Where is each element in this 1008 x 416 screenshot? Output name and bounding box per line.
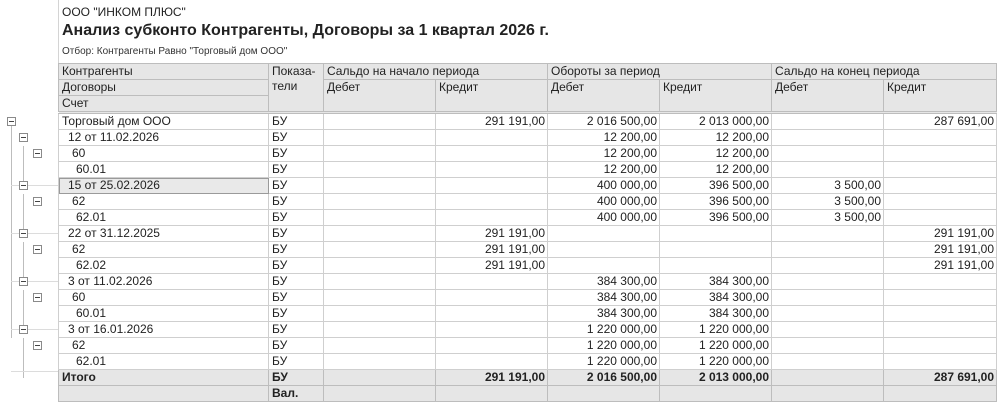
- cell-oboroty-debet: 12 200,00: [548, 162, 660, 178]
- total-currency-cell: [660, 386, 772, 402]
- cell-oboroty-kredit: 384 300,00: [660, 306, 772, 322]
- cell-oboroty-debet: [548, 226, 660, 242]
- row-pokazatel: БУ: [269, 258, 324, 274]
- cell-oboroty-kredit: 12 200,00: [660, 130, 772, 146]
- cell-saldo-start-kredit: 291 191,00: [436, 226, 548, 242]
- cell-oboroty-kredit: 12 200,00: [660, 146, 772, 162]
- col-header-debet: Дебет: [324, 80, 436, 112]
- total-saldo-end-kredit: 287 691,00: [884, 370, 997, 386]
- total-saldo-end-debet: [772, 370, 884, 386]
- row-name[interactable]: 62.02: [59, 258, 269, 274]
- total-row[interactable]: [59, 370, 997, 386]
- cell-saldo-start-debet: [324, 274, 436, 290]
- report-filter: Отбор: Контрагенты Равно "Торговый дом ООО": [62, 46, 288, 57]
- cell-saldo-end-kredit: 291 191,00: [884, 226, 997, 242]
- col-header-oboroty: Обороты за период: [548, 64, 772, 80]
- tree-line: [23, 194, 24, 234]
- row-pokazatel: БУ: [269, 306, 324, 322]
- cell-saldo-start-kredit: [436, 162, 548, 178]
- cell-saldo-end-kredit: [884, 178, 997, 194]
- cell-saldo-start-kredit: [436, 322, 548, 338]
- cell-oboroty-debet: 12 200,00: [548, 130, 660, 146]
- row-name[interactable]: 62.01: [59, 210, 269, 226]
- cell-oboroty-debet: 2 016 500,00: [548, 114, 660, 130]
- cell-saldo-start-kredit: [436, 210, 548, 226]
- total-oboroty-kredit: 2 013 000,00: [660, 370, 772, 386]
- total-currency-cell: [548, 386, 660, 402]
- cell-saldo-end-debet: 3 500,00: [772, 178, 884, 194]
- cell-saldo-end-kredit: [884, 194, 997, 210]
- col-header-debet: Дебет: [772, 80, 884, 112]
- cell-oboroty-kredit: 1 220 000,00: [660, 322, 772, 338]
- collapse-group-icon[interactable]: [33, 341, 42, 350]
- cell-saldo-start-debet: [324, 354, 436, 370]
- cell-oboroty-debet: 384 300,00: [548, 274, 660, 290]
- cell-oboroty-debet: 1 220 000,00: [548, 354, 660, 370]
- cell-oboroty-kredit: [660, 226, 772, 242]
- cell-oboroty-kredit: 396 500,00: [660, 178, 772, 194]
- total-currency-cell: [772, 386, 884, 402]
- total-saldo-start-debet: [324, 370, 436, 386]
- col-header-dogovory: Договоры: [59, 80, 269, 96]
- cell-saldo-start-debet: [324, 226, 436, 242]
- tree-line: [23, 338, 24, 378]
- cell-saldo-start-kredit: [436, 194, 548, 210]
- cell-oboroty-debet: 1 220 000,00: [548, 338, 660, 354]
- cell-saldo-end-kredit: 291 191,00: [884, 258, 997, 274]
- cell-saldo-end-debet: [772, 354, 884, 370]
- total-currency-row[interactable]: [59, 386, 997, 402]
- row-name[interactable]: 62: [59, 242, 269, 258]
- cell-saldo-end-debet: [772, 162, 884, 178]
- collapse-group-icon[interactable]: [7, 117, 16, 126]
- total-oboroty-debet: 2 016 500,00: [548, 370, 660, 386]
- cell-saldo-end-debet: [772, 226, 884, 242]
- row-pokazatel: БУ: [269, 130, 324, 146]
- collapse-group-icon[interactable]: [33, 149, 42, 158]
- cell-saldo-start-kredit: 291 191,00: [436, 114, 548, 130]
- cell-saldo-start-debet: [324, 338, 436, 354]
- table-row[interactable]: [59, 194, 997, 210]
- cell-oboroty-debet: [548, 258, 660, 274]
- collapse-group-icon[interactable]: [19, 181, 28, 190]
- row-pokazatel: БУ: [269, 114, 324, 130]
- col-header-pokazateli-line2: тели: [272, 79, 298, 93]
- row-pokazatel: БУ: [269, 354, 324, 370]
- col-header-pokazateli: [269, 64, 324, 112]
- cell-saldo-end-kredit: [884, 354, 997, 370]
- row-name[interactable]: Торговый дом ООО: [59, 114, 269, 130]
- row-pokazatel: БУ: [269, 290, 324, 306]
- col-header-kontragenty: Контрагенты: [59, 64, 269, 80]
- total-saldo-start-kredit: 291 191,00: [436, 370, 548, 386]
- tree-line: [23, 146, 24, 186]
- cell-saldo-end-debet: 3 500,00: [772, 210, 884, 226]
- total-currency-cell: [324, 386, 436, 402]
- cell-saldo-end-debet: 3 500,00: [772, 194, 884, 210]
- tree-group-line: [11, 371, 58, 372]
- table-row[interactable]: [59, 178, 997, 194]
- cell-saldo-end-debet: [772, 258, 884, 274]
- cell-saldo-start-debet: [324, 162, 436, 178]
- table-row[interactable]: [59, 290, 997, 306]
- row-name[interactable]: 62.01: [59, 354, 269, 370]
- row-pokazatel: БУ: [269, 146, 324, 162]
- table-row[interactable]: [59, 114, 997, 130]
- row-pokazatel: БУ: [269, 242, 324, 258]
- cell-oboroty-kredit: 1 220 000,00: [660, 354, 772, 370]
- total-currency-cell: [436, 386, 548, 402]
- cell-saldo-start-kredit: [436, 306, 548, 322]
- cell-saldo-start-kredit: [436, 178, 548, 194]
- row-pokazatel: БУ: [269, 210, 324, 226]
- col-header-schet: Счет: [59, 96, 269, 112]
- cell-oboroty-kredit: 396 500,00: [660, 194, 772, 210]
- tree-line: [23, 290, 24, 330]
- cell-saldo-end-debet: [772, 242, 884, 258]
- cell-saldo-start-debet: [324, 258, 436, 274]
- row-name[interactable]: 3 от 11.02.2026: [59, 274, 269, 290]
- cell-saldo-start-kredit: 291 191,00: [436, 258, 548, 274]
- table-row[interactable]: [59, 210, 997, 226]
- row-pokazatel: БУ: [269, 274, 324, 290]
- cell-oboroty-debet: [548, 242, 660, 258]
- row-name[interactable]: 62: [59, 338, 269, 354]
- cell-saldo-start-debet: [324, 210, 436, 226]
- report-title: Анализ субконто Контрагенты, Договоры за 1 квартал 2026 г.: [62, 22, 549, 39]
- total-currency-empty: [59, 386, 269, 402]
- cell-oboroty-kredit: 1 220 000,00: [660, 338, 772, 354]
- cell-saldo-start-debet: [324, 114, 436, 130]
- cell-saldo-start-debet: [324, 242, 436, 258]
- table-row[interactable]: [59, 242, 997, 258]
- total-currency-cell: [884, 386, 997, 402]
- cell-oboroty-debet: 384 300,00: [548, 306, 660, 322]
- cell-oboroty-debet: 1 220 000,00: [548, 322, 660, 338]
- table-row[interactable]: [59, 306, 997, 322]
- report-body: [59, 114, 997, 370]
- cell-saldo-start-kredit: [436, 354, 548, 370]
- cell-saldo-end-kredit: [884, 290, 997, 306]
- cell-saldo-end-kredit: 287 691,00: [884, 114, 997, 130]
- row-name[interactable]: 60.01: [59, 162, 269, 178]
- row-pokazatel: БУ: [269, 322, 324, 338]
- cell-saldo-end-debet: [772, 290, 884, 306]
- row-name[interactable]: 15 от 25.02.2026: [59, 178, 269, 194]
- collapse-group-icon[interactable]: [19, 229, 28, 238]
- cell-saldo-start-debet: [324, 130, 436, 146]
- row-name[interactable]: 60.01: [59, 306, 269, 322]
- grouping-tree: [0, 113, 58, 373]
- cell-saldo-end-debet: [772, 146, 884, 162]
- cell-oboroty-kredit: 396 500,00: [660, 210, 772, 226]
- table-row[interactable]: [59, 146, 997, 162]
- tree-line: [11, 122, 12, 338]
- cell-saldo-end-kredit: [884, 306, 997, 322]
- row-name[interactable]: 60: [59, 146, 269, 162]
- row-pokazatel: БУ: [269, 162, 324, 178]
- col-header-kredit: Кредит: [884, 80, 997, 112]
- row-name[interactable]: 3 от 16.01.2026: [59, 322, 269, 338]
- report-footer: [59, 370, 997, 402]
- cell-saldo-end-kredit: [884, 210, 997, 226]
- cell-oboroty-kredit: 384 300,00: [660, 290, 772, 306]
- row-pokazatel: БУ: [269, 194, 324, 210]
- cell-saldo-end-debet: [772, 306, 884, 322]
- table-row[interactable]: [59, 258, 997, 274]
- cell-saldo-end-debet: [772, 322, 884, 338]
- col-header-debet: Дебет: [548, 80, 660, 112]
- cell-saldo-start-debet: [324, 306, 436, 322]
- total-currency-pokazatel: Вал.: [269, 386, 324, 402]
- cell-saldo-end-kredit: [884, 130, 997, 146]
- cell-saldo-start-debet: [324, 178, 436, 194]
- collapse-group-icon[interactable]: [33, 245, 42, 254]
- row-pokazatel: БУ: [269, 226, 324, 242]
- cell-saldo-end-kredit: [884, 338, 997, 354]
- col-header-saldo-start: Сальдо на начало периода: [324, 64, 548, 80]
- cell-oboroty-kredit: 2 013 000,00: [660, 114, 772, 130]
- table-row[interactable]: [59, 338, 997, 354]
- table-row[interactable]: [59, 226, 997, 242]
- cell-saldo-start-debet: [324, 290, 436, 306]
- collapse-group-icon[interactable]: [33, 293, 42, 302]
- tree-header-area: [0, 0, 59, 63]
- collapse-group-icon[interactable]: [19, 133, 28, 142]
- cell-saldo-end-debet: [772, 274, 884, 290]
- total-pokazatel: БУ: [269, 370, 324, 386]
- col-header-saldo-end: Сальдо на конец периода: [772, 64, 997, 80]
- cell-oboroty-debet: 400 000,00: [548, 210, 660, 226]
- row-pokazatel: БУ: [269, 178, 324, 194]
- row-name[interactable]: 62: [59, 194, 269, 210]
- table-row[interactable]: [59, 274, 997, 290]
- cell-saldo-end-kredit: [884, 146, 997, 162]
- cell-saldo-start-kredit: [436, 338, 548, 354]
- cell-oboroty-kredit: 384 300,00: [660, 274, 772, 290]
- row-pokazatel: БУ: [269, 338, 324, 354]
- row-name[interactable]: 60: [59, 290, 269, 306]
- collapse-group-icon[interactable]: [33, 197, 42, 206]
- report-table: [58, 63, 997, 402]
- col-header-pokazateli-line1: Показа-: [272, 64, 316, 78]
- cell-saldo-end-kredit: [884, 322, 997, 338]
- total-label: Итого: [59, 370, 269, 386]
- col-header-kredit: Кредит: [436, 80, 548, 112]
- cell-saldo-start-kredit: [436, 130, 548, 146]
- col-header-kredit: Кредит: [660, 80, 772, 112]
- cell-oboroty-kredit: 12 200,00: [660, 162, 772, 178]
- tree-line: [23, 242, 24, 282]
- table-row[interactable]: [59, 354, 997, 370]
- cell-saldo-end-debet: [772, 338, 884, 354]
- cell-saldo-end-debet: [772, 130, 884, 146]
- cell-saldo-end-kredit: 291 191,00: [884, 242, 997, 258]
- cell-saldo-start-kredit: [436, 274, 548, 290]
- table-row[interactable]: [59, 130, 997, 146]
- cell-saldo-start-debet: [324, 146, 436, 162]
- row-name[interactable]: 22 от 31.12.2025: [59, 226, 269, 242]
- cell-saldo-start-debet: [324, 194, 436, 210]
- cell-oboroty-debet: 400 000,00: [548, 178, 660, 194]
- row-name[interactable]: 12 от 11.02.2026: [59, 130, 269, 146]
- cell-oboroty-kredit: [660, 242, 772, 258]
- cell-saldo-start-debet: [324, 322, 436, 338]
- cell-saldo-end-kredit: [884, 274, 997, 290]
- cell-oboroty-debet: 400 000,00: [548, 194, 660, 210]
- collapse-group-icon[interactable]: [19, 277, 28, 286]
- cell-saldo-start-kredit: [436, 146, 548, 162]
- cell-saldo-end-kredit: [884, 162, 997, 178]
- table-row[interactable]: [59, 322, 997, 338]
- cell-oboroty-debet: 384 300,00: [548, 290, 660, 306]
- cell-saldo-start-kredit: [436, 290, 548, 306]
- table-row[interactable]: [59, 162, 997, 178]
- collapse-group-icon[interactable]: [19, 325, 28, 334]
- cell-oboroty-kredit: [660, 258, 772, 274]
- cell-oboroty-debet: 12 200,00: [548, 146, 660, 162]
- organization-name: ООО "ИНКОМ ПЛЮС": [62, 5, 186, 19]
- cell-saldo-start-kredit: 291 191,00: [436, 242, 548, 258]
- cell-saldo-end-debet: [772, 114, 884, 130]
